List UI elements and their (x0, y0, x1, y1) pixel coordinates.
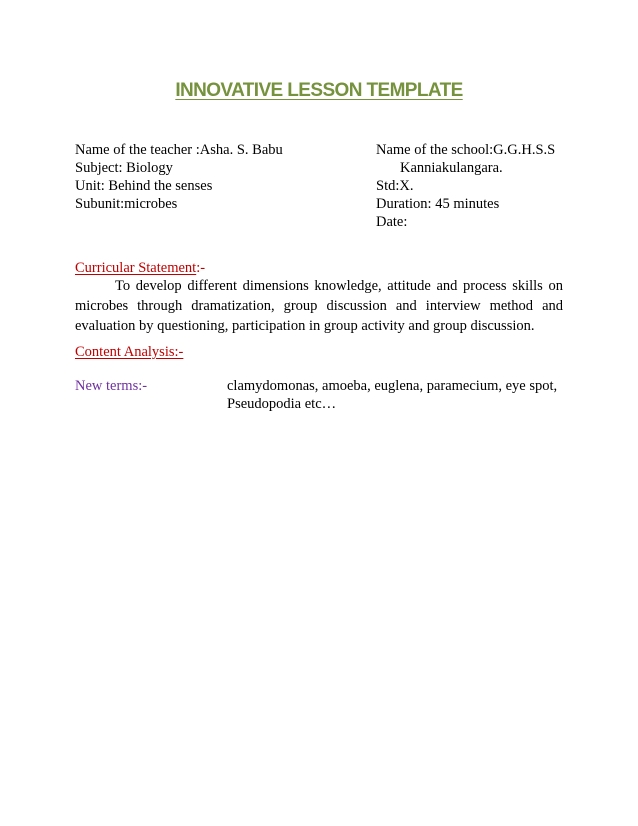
curricular-text: To develop different dimensions knowledge, attitude and process skills on microbes through dramatization, group discussion and interview method and evaluation by questioning, participation in group activity and group discussion. (75, 278, 563, 334)
school-name: Name of the school:G.G.H.S.S (376, 142, 556, 158)
new-terms-line-2: Pseudopodia etc… (227, 396, 337, 412)
curricular-statement-text (75, 276, 563, 336)
subject: Subject: Biology (75, 160, 173, 176)
school-place: Kanniakulangara. (400, 160, 503, 176)
content-analysis-heading: Content Analysis:- (75, 344, 184, 360)
standard: Std:X. (376, 178, 414, 194)
teacher-name: Name of the teacher :Asha. S. Babu (75, 142, 283, 158)
document-title: INNOVATIVE LESSON TEMPLATE (175, 80, 463, 101)
subunit: Subunit:microbes (75, 196, 178, 212)
unit: Unit: Behind the senses (75, 178, 213, 194)
curricular-heading-suffix: :- (196, 260, 206, 276)
date: Date: (376, 214, 408, 230)
duration: Duration: 45 minutes (376, 196, 500, 212)
curricular-heading-text: Curricular Statement (75, 260, 197, 276)
new-terms-label: New terms:- (75, 378, 148, 394)
new-terms-line-1: clamydomonas, amoeba, euglena, paramecium, eye spot, (227, 378, 558, 394)
